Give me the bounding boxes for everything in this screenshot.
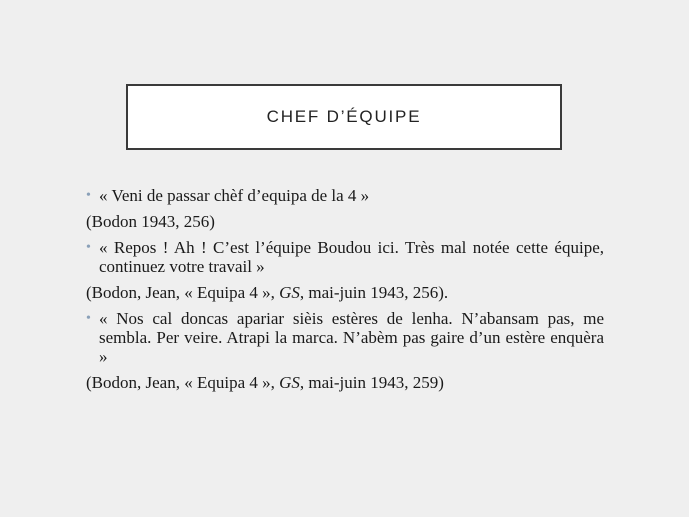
quote-bullet-2 [86, 238, 604, 276]
citation-2-post: , mai-juin 1943, 256). [299, 283, 449, 302]
citation-1: (Bodon 1943, 256) [86, 212, 215, 231]
citation-3-journal: GS [279, 373, 300, 392]
citation-3-post: , mai-juin 1943, 259) [299, 373, 444, 392]
citation-2-journal: GS [279, 283, 300, 302]
citation-2-pre: (Bodon, Jean, « Equipa 4 », [86, 283, 280, 302]
quote-bullet-1 [86, 186, 604, 205]
bullet-icon: • [86, 240, 91, 255]
quote-text-2: « Repos ! Ah ! C’est l’équipe Boudou ici. Très mal notée cette équipe, continuez votre travail » [99, 238, 604, 276]
title-box [126, 84, 562, 150]
quote-bullet-3 [86, 309, 604, 366]
bullet-icon: • [86, 311, 91, 326]
citation-2 [86, 283, 604, 302]
slide-content [86, 186, 604, 399]
bullet-icon: • [86, 188, 91, 203]
quote-text-3: « Nos cal doncas apariar sièis estères de lenha. N’abansam pas, me sembla. Per veire. Atrapi la marca. N’abèm pas gaire d’un estère enquèra » [99, 309, 604, 366]
quote-text-1: « Veni de passar chèf d’equipa de la 4 » [99, 186, 370, 205]
citation-3-pre: (Bodon, Jean, « Equipa 4 », [86, 373, 280, 392]
citation-3 [86, 373, 604, 392]
slide-title: CHEF D’ÉQUIPE [266, 107, 422, 126]
